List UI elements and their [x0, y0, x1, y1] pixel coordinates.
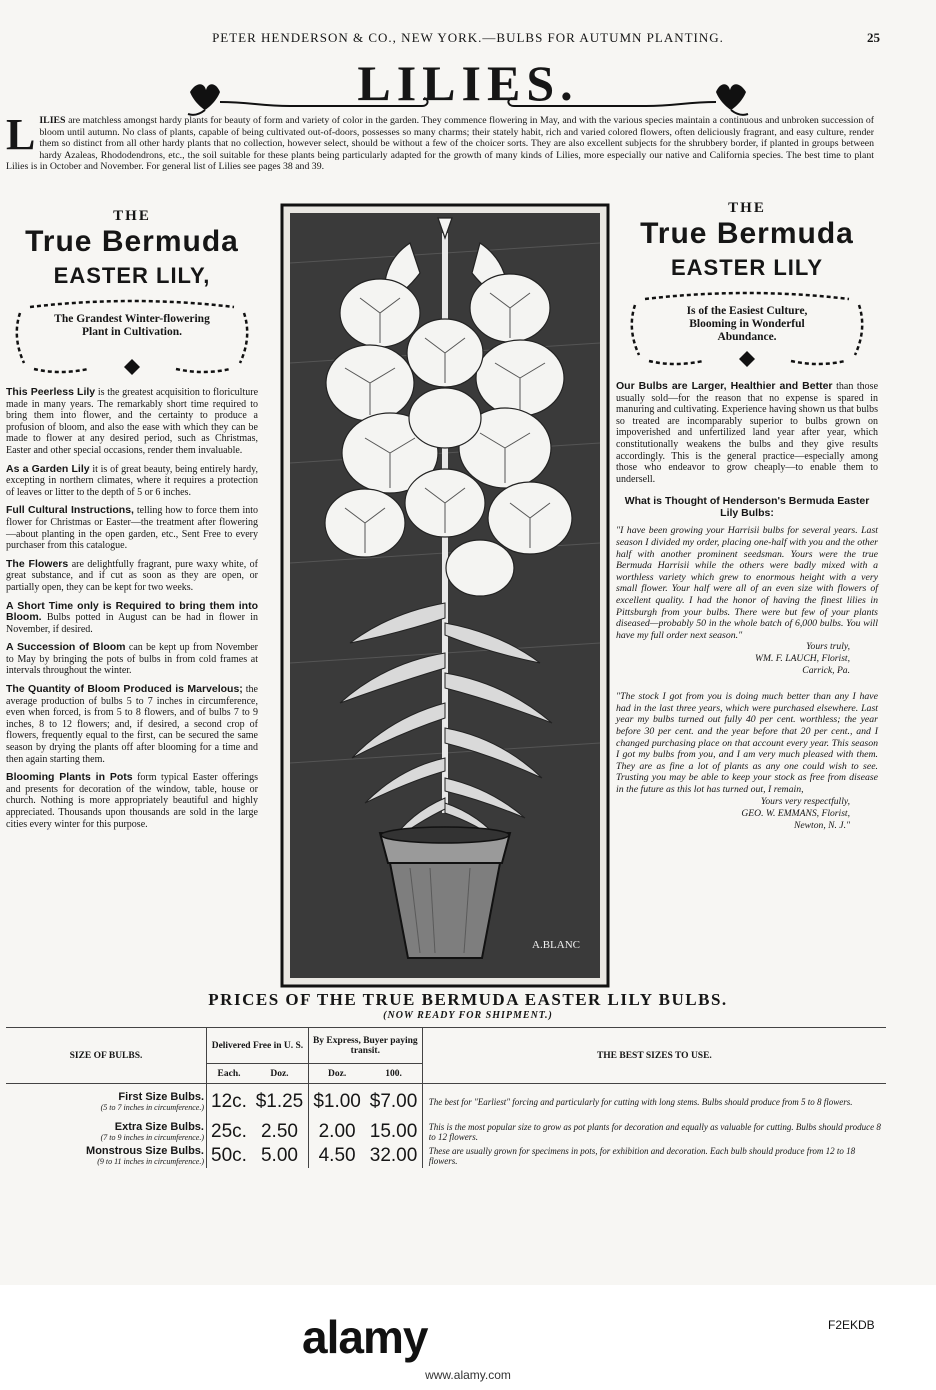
- col-exp-100-header: 100.: [365, 1064, 422, 1084]
- left-paragraph-lead: Full Cultural Instructions,: [6, 504, 134, 517]
- running-head: PETER HENDERSON & CO., NEW YORK.—BULBS FOR AUTUMN PLANTING.: [212, 30, 724, 45]
- price-doz: $1.25: [255, 1090, 304, 1112]
- left-paragraph: [6, 505, 258, 551]
- page-title: LILIES.: [357, 55, 579, 111]
- size-name: Monstrous Size Bulbs.: [86, 1145, 204, 1157]
- intro-text: are matchless amongst hardy plants for beauty of form and variety of color in the garden. They commence flowering in May, and with the various species maintain a continuous and unbroken succession of bloom until autumn. No class of plants, capable of being cultivated out-of-doors, possesses so many charms; their stately habit, rich and varied colored flowers, often deliciously fragrant, and easy culture, render them so distinct from all other hardy plants that no collection, however select, should be without a few of the choicer sorts. They are also excellent subjects for the shrubbery border, if planted in groups between hardy Azaleas, Rhododendrons, etc., the soil suitable for these plants being particularly adapted for the growth of many kinds of Lilies, more especially our native and California species. The best time to plant Lilies is in October and November. For general list of Lilies see pages 38 and 39.: [6, 115, 874, 172]
- left-paragraph-text: can be kept up from November to May by bringing the pots of bulbs in from cold frames at intervals throughout the winter.: [6, 642, 258, 677]
- price-exp-100: 32.00: [369, 1144, 418, 1166]
- right-wreath: [625, 289, 869, 369]
- left-paragraph-lead: As a Garden Lily: [6, 462, 90, 475]
- intro-lead-word: ILIES: [39, 115, 66, 126]
- left-paragraph-lead: A Succession of Bloom: [6, 641, 126, 654]
- price-table: [6, 1027, 886, 1168]
- stock-image-id: F2EKDB: [828, 1318, 875, 1332]
- left-paragraph-text: is the greatest acquisition to floriculture made in many years. The remarkably short time required to bring them into flower, and the certainty to produce a profusion of bloom, and also the ease with which they can be made to flower at any desired period, such as Christmas, Easter and other special occasions, render them invaluable.: [6, 387, 259, 456]
- artist-signature: A.BLANC: [532, 939, 580, 951]
- prices-subtitle: (NOW READY FOR SHIPMENT.): [383, 1010, 553, 1021]
- left-paragraph: [6, 387, 258, 457]
- price-exp-doz: 2.00: [308, 1120, 365, 1144]
- right-heading: [616, 200, 878, 281]
- left-paragraph-lead: This Peerless Lily: [6, 386, 96, 398]
- left-paragraphs: [6, 387, 258, 830]
- left-paragraph: [6, 464, 258, 499]
- left-paragraph-text: telling how to force them into flower for Christmas or Easter—the treatment after flowering—about planting in the open garden, etc., Sent Free to every purchaser from this catalogue.: [6, 505, 258, 552]
- price-each: 12c.: [207, 1084, 252, 1120]
- best-use: These are usually grown for specimens in pots, for exhibition and decoration. Each bulb should produce from 12 to 18 flowers.: [422, 1144, 886, 1168]
- right-paragraph-lead: Our Bulbs are Larger, Healthier and Better: [616, 380, 833, 392]
- left-paragraph: [6, 642, 258, 677]
- col-each-header: Each.: [207, 1064, 252, 1084]
- testimonial-heading: What is Thought of Henderson's Bermuda Easter Lily Bulbs:: [624, 495, 870, 520]
- left-wreath-text: The Grandest Winter-flowering Plant in Cultivation.: [54, 313, 210, 338]
- left-paragraph-text: the average production of bulbs 5 to 7 inches in circumference, even when forced, is from 5 to 8 flowers, and of bulbs 7 to 9 inches, 8 to 12 flowers; and, if desired, a second crop of flowers, frequently equal to the first, can be secured the same season by drying the plants off after blooming for a time and then again starting them.: [6, 684, 258, 765]
- price-doz: 5.00: [260, 1144, 298, 1166]
- size-cell: [6, 1120, 207, 1144]
- right-heading-easter: EASTER LILY: [671, 255, 823, 280]
- size-cell: [6, 1144, 207, 1168]
- left-paragraph: [6, 559, 258, 594]
- right-paragraph: [616, 381, 878, 485]
- left-column: [6, 208, 258, 837]
- left-paragraph-text: are delightfully fragrant, pure waxy white, of great substance, and if cut as soon as they are open, or partially open, they can be kept for two weeks.: [6, 558, 258, 593]
- left-paragraph-lead: The Flowers: [6, 557, 69, 570]
- page-number: 25: [867, 30, 880, 45]
- intro-paragraph: [6, 110, 874, 173]
- right-heading-bermuda: True Bermuda: [640, 217, 854, 250]
- left-paragraph: [6, 772, 258, 830]
- left-paragraph-lead: The Quantity of Bloom Produced is Marvelous;: [6, 683, 243, 696]
- signature-name: GEO. W. EMMANS, Florist,: [741, 807, 850, 819]
- left-paragraph-text: form typical Easter offerings and presents for decoration of the window, table, house or church. Nothing is more appropriately beautiful and highly appreciated. Thousands upon thousands are sold in the large cities every winter for this purpose.: [6, 772, 258, 830]
- price-exp-100: $7.00: [369, 1090, 418, 1112]
- size-sub: (5 to 7 inches in circumference.): [100, 1103, 204, 1113]
- stock-url: www.alamy.com: [425, 1368, 511, 1382]
- signature-place: Newton, N. J.": [794, 819, 850, 831]
- price-each: 50c.: [207, 1144, 252, 1168]
- best-use: The best for "Earliest" forcing and particularly for cutting with long stems. Bulbs should produce from 5 to 8 flowers.: [422, 1084, 886, 1120]
- best-use: This is the most popular size to grow as pot plants for decoration and equally as valuable for cutting. Bulbs should produce 8 to 12 flowers.: [422, 1120, 886, 1144]
- left-wreath: [10, 297, 254, 377]
- right-paragraph-text: than those usually sold—for the reason that no expense is spared in manuring and cultivating. Experience having shown us that bulbs so treated are incomparably superior to bulbs grown on impoverished and unfertilized land year after year, which constitutionally weakens the bulbs and they give results accordingly. This is the general practice—especially among those who endeavor to grow cheaply—to enable them to undersell.: [616, 381, 879, 485]
- easter-lily-illustration: [280, 203, 610, 988]
- col-doz-header: Doz.: [251, 1064, 308, 1084]
- left-heading: [6, 208, 258, 289]
- size-cell: [6, 1084, 207, 1120]
- col-best-header: THE BEST SIZES TO USE.: [422, 1028, 886, 1084]
- size-name: Extra Size Bulbs.: [114, 1121, 204, 1133]
- signature-name: WM. F. LAUCH, Florist,: [755, 653, 850, 665]
- right-wreath-text: Is of the Easiest Culture, Blooming in Wonderful Abundance.: [686, 305, 808, 343]
- size-sub: (7 to 9 inches in circumference.): [100, 1133, 204, 1142]
- col-express-header: By Express, Buyer paying transit.: [308, 1028, 422, 1064]
- table-row: [6, 1120, 886, 1144]
- left-paragraph: [6, 601, 258, 636]
- left-paragraph-text: it is of great beauty, being entirely hardy, excepting in northern climates, where it requires a protection of leaves or litter to the depth of 5 or 6 inches.: [6, 463, 258, 498]
- testimonial-emmans: "The stock I got from you is doing much better than any I have had in the last three years, which were purchased elsewhere. Last year my bulbs turned out fully 40 per cent. worthless; the year before 30 per cent. and the year before that 20 per cent., and I changed purchasing place on that account every year. This season I got my bulbs from you, and I am very much pleased with them. They are as fine a lot of plants as any one could wish to see. Trusting you may be able to keep your stock as free from disease in the future as this lot has turned out, I remain,: [616, 691, 878, 796]
- drop-cap: L: [6, 110, 36, 159]
- col-exp-doz-header: Doz.: [308, 1064, 365, 1084]
- prices-title: PRICES OF THE TRUE BERMUDA EASTER LILY BULBS.: [208, 990, 728, 1009]
- size-name: First Size Bulbs.: [118, 1091, 204, 1104]
- left-paragraph-lead: Blooming Plants in Pots: [6, 771, 133, 784]
- price-exp-100: 15.00: [369, 1120, 418, 1142]
- col-delivered-header: Delivered Free in U. S.: [207, 1028, 309, 1064]
- left-heading-easter: EASTER LILY,: [53, 263, 211, 288]
- right-heading-the: THE: [728, 200, 766, 216]
- col-size-header: SIZE OF BULBS.: [69, 1050, 143, 1061]
- left-heading-bermuda: True Bermuda: [25, 225, 239, 258]
- price-each: 25c.: [207, 1120, 252, 1144]
- size-sub: (9 to 11 inches in circumference.): [97, 1157, 204, 1166]
- price-exp-doz: 4.50: [308, 1144, 365, 1168]
- left-paragraph-lead: A Short Time only is Required to bring them into Bloom.: [6, 599, 258, 624]
- table-row: [6, 1084, 886, 1120]
- left-paragraph: [6, 684, 258, 765]
- table-row: [6, 1144, 886, 1168]
- right-column: [616, 200, 878, 832]
- signature-close: Yours very respectfully,: [760, 795, 850, 807]
- signature-place: Carrick, Pa.: [802, 665, 850, 677]
- price-doz: 2.50: [260, 1120, 298, 1142]
- stock-logo: alamy: [302, 1311, 428, 1363]
- left-paragraph-text: Bulbs potted in August can be had in flower in November, if desired.: [6, 612, 258, 635]
- price-exp-doz: $1.00: [308, 1084, 365, 1120]
- signature-close: Yours truly,: [806, 641, 850, 653]
- testimonial-lauch: "I have been growing your Harrisii bulbs for several years. Last season I divided my order, placing one-half with you and the other half with another prominent seedsman. Yours were the true Bermuda Harrisii while the others were badly mixed with a worthless variety which grew to enormous height with a very small flower. Your half were all of an even size with flowers of excellent quality. I had the honor of having the finest lilies in Pittsburgh from your bulbs. There were but few of your plants diseased—probably 50 in the whole batch of 6,000 bulbs. You will have my full order next season.": [616, 525, 878, 641]
- left-heading-the: THE: [113, 208, 151, 224]
